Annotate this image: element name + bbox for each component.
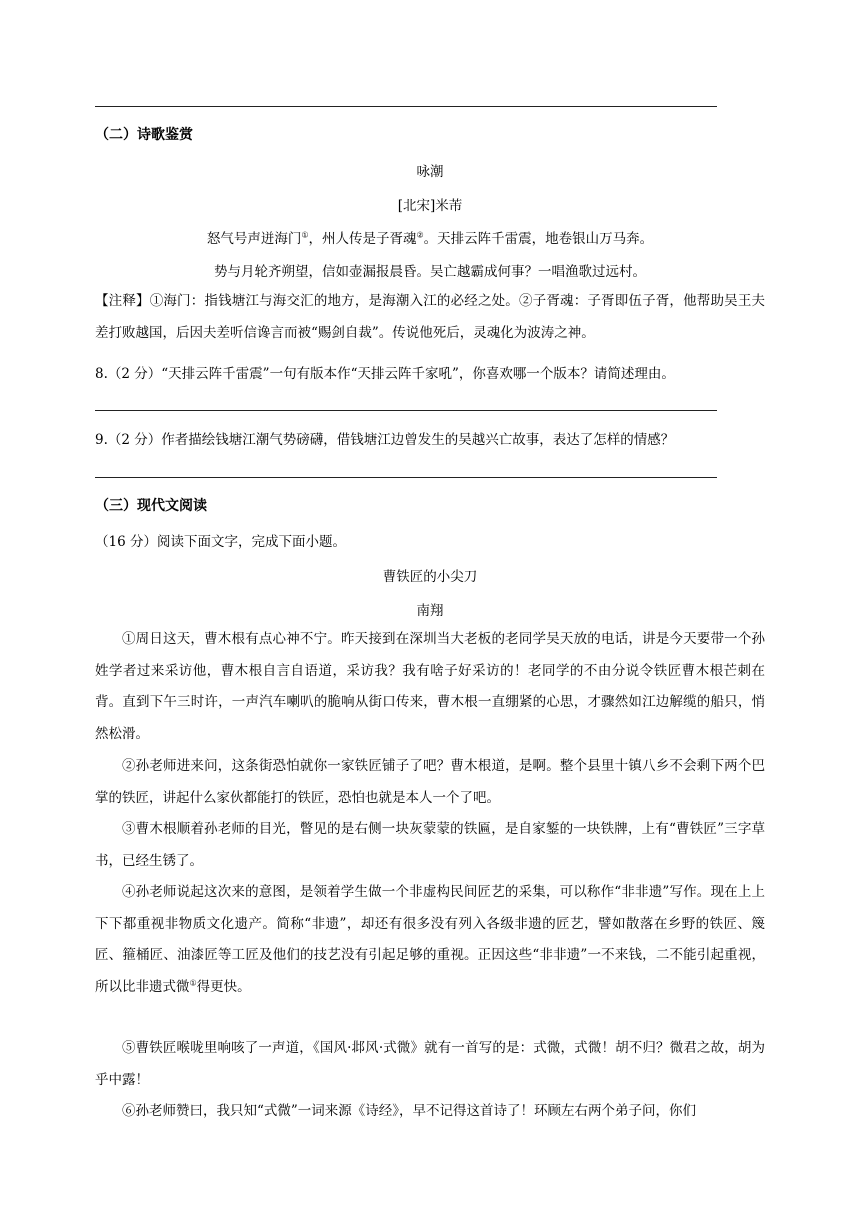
article-paragraph-6: ⑥孙老师赞曰，我只知“式微”一词来源《诗经》，早不记得这首诗了！环顾左右两个弟子问，你们 [122,1103,697,1119]
reading-instruction: （16 分）阅读下面文字，完成下面小题。 [95,534,346,550]
section-heading-poetry: （二）诗歌鉴赏 [95,127,193,143]
poem-annotation: 【注释】①海门：指钱塘江与海交汇的地方，是海潮入江的必经之处。②子胥魂：子胥即伍子胥，他帮助吴王夫差打败越国，后因夫差听信谗言而被“赐剑自裁”。传说他死后，灵魂化为波涛之神。 [95,293,765,341]
footnote-mark: ① [189,978,197,987]
poem-line-1-part-b: ，州人传是子胥魂 [308,231,417,247]
article-title: 曹铁匠的小尖刀 [382,569,478,585]
section-heading-modern-reading: （三）现代文阅读 [95,498,207,514]
poem-author: [北宋]米芾 [397,198,463,214]
poem-line-1-part-a: 怒气号声迸海门 [206,231,302,247]
poem-title: 咏潮 [416,164,444,180]
article-paragraph-1: ①周日这天，曹木根有点心神不宁。昨天接到在深圳当大老板的老同学吴天放的电话，讲是今天要带一个孙姓学者过来采访他，曹木根自言自语道，采访我？我有啥子好采访的！老同学的不由分说令铁匠曹木根芒刺在背。直到下午三时许，一声汽车喇叭的脆响从街口传来，曹木根一直绷紧的心思，才骤然如江边解缆的船只，悄然松滑。 [95,631,765,742]
poem-line-1 [95,227,765,247]
article-paragraph-4 [95,877,765,1003]
answer-line [95,410,717,411]
article-paragraph-2: ②孙老师进来问，这条街恐怕就你一家铁匠铺子了吧？曹木根道，是啊。整个县里十镇八乡不会剩下两个巴掌的铁匠，讲起什么家伙都能打的铁匠，恐怕也就是本人一个了吧。 [95,758,765,806]
footnote-mark: ① [301,230,309,240]
article-paragraph-4-end: 得更快。 [196,978,251,995]
poem-line-2: 势与月轮齐朔望，信如壶漏报晨昏。吴亡越霸成何事？一唱渔歌过远村。 [214,264,646,280]
question-8: 8.（2 分）“天排云阵千雷震”一句有版本作“天排云阵千家吼”，你喜欢哪一个版本？请简述理由。 [95,366,675,382]
article-paragraph-3: ③曹木根顺着孙老师的目光，瞥见的是右侧一块灰蒙蒙的铁匾，是自家錾的一块铁牌，上有“曹铁匠”三字草书，已经生锈了。 [95,821,765,869]
article-paragraph-4-text: ④孙老师说起这次来的意图，是领着学生做一个非虚构民间匠艺的采集，可以称作“非非遗”写作。现在上上下下都重视非物质文化遗产。简称“非遗”，却还有很多没有列入各级非遗的匠艺，譬如散落在乡野的铁匠、篾匠、箍桶匠、油漆匠等工匠及他们的技艺没有引起足够的重视。正因这些“非非遗”一不来钱，二不能引起重视，所以比非遗式微 [95,884,765,995]
answer-line [95,477,717,478]
article-paragraph-5: ⑤曹铁匠喉咙里响咳了一声道，《国风·邶风·式微》就有一首写的是：式微，式微！胡不归？微君之故，胡为乎中露！ [95,1040,765,1088]
article-author: 南翔 [416,603,444,619]
footnote-mark: ② [416,230,424,240]
answer-line [95,106,717,107]
poem-line-1-part-c: 。天排云阵千雷震，地卷银山万马奔。 [423,231,654,247]
question-9: 9.（2 分）作者描绘钱塘江潮气势磅礴，借钱塘江边曾发生的吴越兴亡故事，表达了怎样的情感？ [95,432,675,448]
